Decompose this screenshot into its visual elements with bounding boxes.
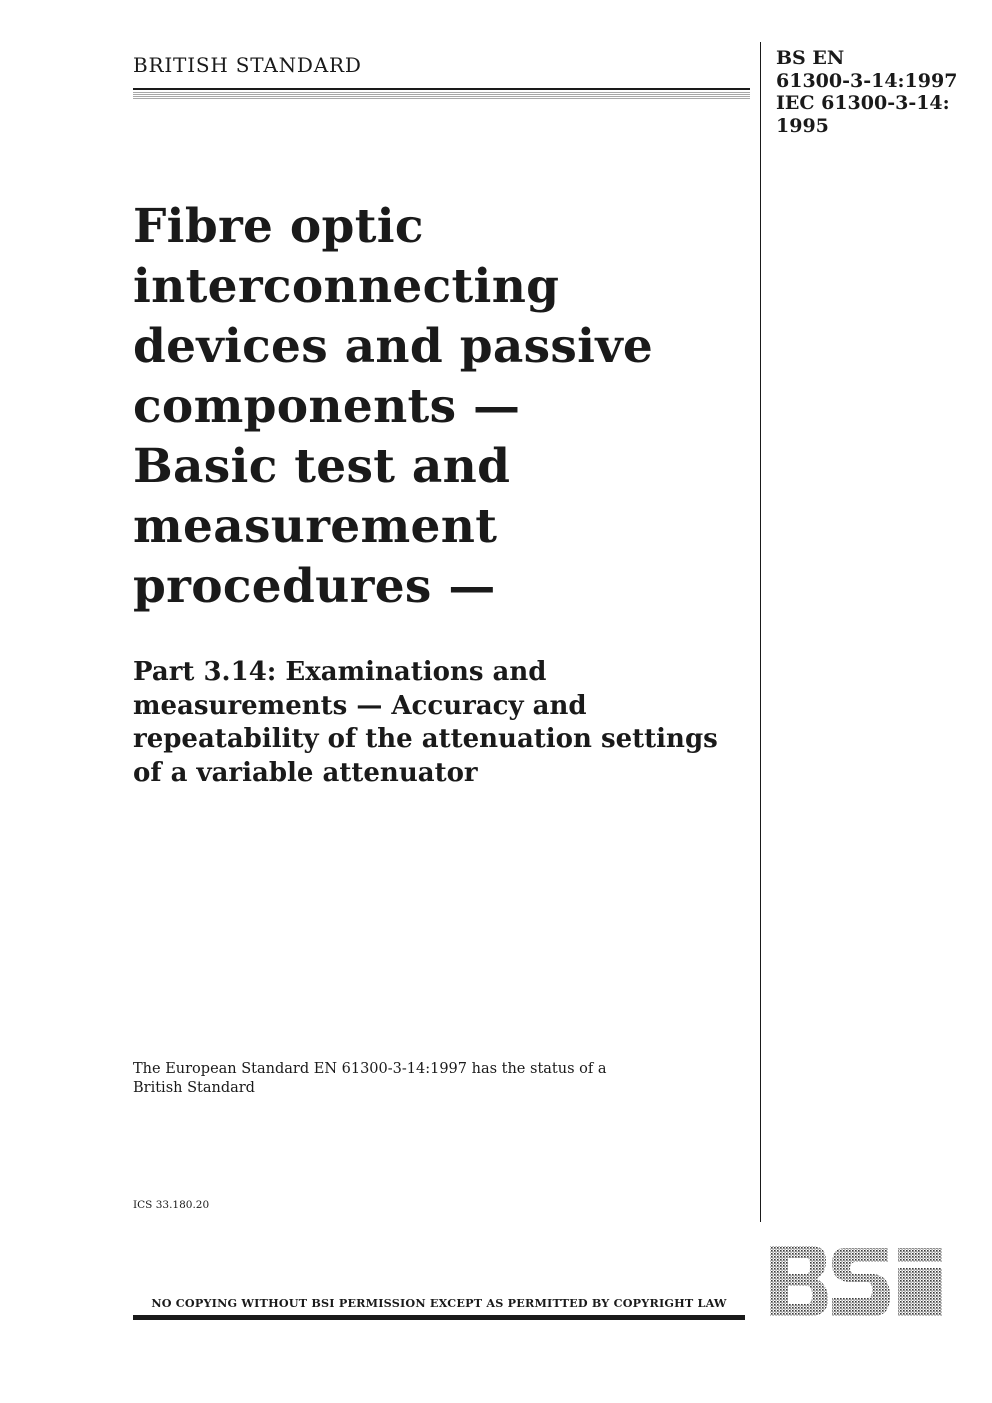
header-label: BRITISH STANDARD bbox=[133, 53, 362, 77]
column-divider bbox=[760, 42, 761, 1222]
title-line: procedures — bbox=[133, 559, 496, 614]
subtitle-line: measurements — Accuracy and bbox=[133, 690, 587, 721]
header-hatch-rule bbox=[133, 92, 750, 99]
reference-line: IEC 61300-3-14: bbox=[776, 92, 950, 114]
title-line: Basic test and bbox=[133, 439, 511, 494]
bottom-rule bbox=[133, 1315, 745, 1320]
copyright-notice: NO COPYING WITHOUT BSI PERMISSION EXCEPT AS PERMITTED BY COPYRIGHT LAW bbox=[151, 1296, 727, 1310]
reference-line: 1995 bbox=[776, 114, 829, 137]
subtitle-line: Part 3.14: Examinations and bbox=[133, 657, 547, 687]
document-title bbox=[133, 197, 733, 617]
status-note-line: British Standard bbox=[133, 1080, 255, 1096]
bsi-logo-graphic bbox=[768, 1244, 946, 1318]
header-rule bbox=[133, 88, 750, 90]
reference-line: BS EN bbox=[776, 47, 845, 69]
ics-code: ICS 33.180.20 bbox=[133, 1199, 210, 1211]
subtitle-line: repeatability of the attenuation settings bbox=[133, 724, 718, 754]
title-line: components — bbox=[133, 379, 521, 434]
document-subtitle bbox=[133, 656, 753, 790]
status-note bbox=[133, 1060, 653, 1098]
title-line: interconnecting bbox=[133, 259, 560, 314]
bsi-logo-icon bbox=[768, 1244, 946, 1318]
title-line: Fibre optic bbox=[133, 199, 424, 254]
subtitle-line: of a variable attenuator bbox=[133, 757, 478, 788]
status-note-line: The European Standard EN 61300-3-14:1997 has the status of a bbox=[133, 1061, 607, 1077]
standard-reference bbox=[776, 47, 976, 137]
title-line: devices and passive bbox=[133, 319, 654, 374]
title-line: measurement bbox=[133, 499, 498, 554]
reference-line: 61300-3-14:1997 bbox=[776, 69, 958, 92]
